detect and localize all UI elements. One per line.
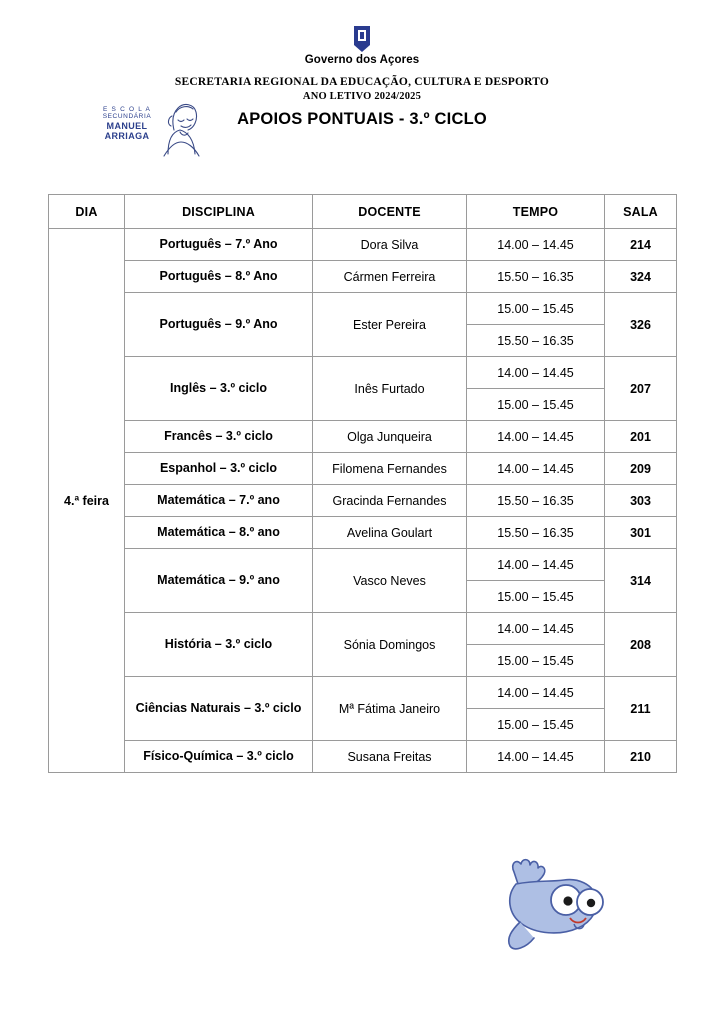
cell-tempo: 14.00 – 14.45 (467, 549, 605, 581)
cell-docente: Cármen Ferreira (313, 261, 467, 293)
table-header-row (49, 195, 677, 229)
column-header-sala: SALA (605, 195, 677, 229)
cell-docente: Dora Silva (313, 229, 467, 261)
cell-sala: 207 (605, 357, 677, 421)
table-row (49, 229, 677, 261)
blue-cartoon-mascot-icon (496, 852, 616, 962)
cell-docente: Sónia Domingos (313, 613, 467, 677)
cell-disciplina: Matemática – 8.º ano (125, 517, 313, 549)
cell-disciplina: Espanhol – 3.º ciclo (125, 453, 313, 485)
table-row (49, 517, 677, 549)
school-logo-line-1: E S C O L A (102, 106, 151, 113)
cell-tempo: 15.00 – 15.45 (467, 293, 605, 325)
cell-disciplina: Português – 9.º Ano (125, 293, 313, 357)
cell-dia: 4.ª feira (49, 229, 125, 773)
cell-tempo: 15.00 – 15.45 (467, 645, 605, 677)
cell-sala: 301 (605, 517, 677, 549)
cell-disciplina: Físico-Química – 3.º ciclo (125, 741, 313, 773)
cell-docente: Filomena Fernandes (313, 453, 467, 485)
cell-disciplina: História – 3.º ciclo (125, 613, 313, 677)
cell-sala: 214 (605, 229, 677, 261)
table-row (49, 485, 677, 517)
table-row (49, 293, 677, 325)
table-row (49, 453, 677, 485)
cell-sala: 201 (605, 421, 677, 453)
cell-disciplina: Português – 8.º Ano (125, 261, 313, 293)
cell-tempo: 14.00 – 14.45 (467, 229, 605, 261)
school-logo-line-2: SECUNDÁRIA (102, 113, 152, 121)
column-header-tempo: TEMPO (467, 195, 605, 229)
cell-sala: 326 (605, 293, 677, 357)
manuel-arriaga-portrait-icon (154, 92, 208, 158)
cell-docente: Inês Furtado (313, 357, 467, 421)
table-row (49, 357, 677, 389)
page-title: APOIOS PONTUAIS - 3.º CICLO (237, 109, 487, 128)
cell-docente: Mª Fátima Janeiro (313, 677, 467, 741)
cell-tempo: 15.50 – 16.35 (467, 261, 605, 293)
cell-disciplina: Matemática – 9.º ano (125, 549, 313, 613)
cell-tempo: 14.00 – 14.45 (467, 357, 605, 389)
column-header-dia: DIA (49, 195, 125, 229)
cell-sala: 314 (605, 549, 677, 613)
cell-docente: Gracinda Fernandes (313, 485, 467, 517)
table-row (49, 261, 677, 293)
cell-disciplina: Português – 7.º Ano (125, 229, 313, 261)
cell-tempo: 15.50 – 16.35 (467, 517, 605, 549)
school-logo-line-3: MANUEL (106, 120, 148, 131)
government-title: Governo dos Açores (304, 54, 420, 66)
table-row (49, 741, 677, 773)
cell-tempo: 15.00 – 15.45 (467, 389, 605, 421)
cell-tempo: 14.00 – 14.45 (467, 741, 605, 773)
cell-sala: 210 (605, 741, 677, 773)
cell-disciplina: Inglês – 3.º ciclo (125, 357, 313, 421)
azores-coat-of-arms-icon (351, 26, 373, 52)
cell-tempo: 14.00 – 14.45 (467, 453, 605, 485)
cell-sala: 211 (605, 677, 677, 741)
column-header-disciplina: DISCIPLINA (125, 195, 313, 229)
cell-tempo: 14.00 – 14.45 (467, 421, 605, 453)
cell-disciplina: Matemática – 7.º ano (125, 485, 313, 517)
cell-docente: Ester Pereira (313, 293, 467, 357)
secretaria-line: SECRETARIA REGIONAL DA EDUCAÇÃO, CULTURA E DESPORTO (174, 76, 550, 88)
cell-docente: Vasco Neves (313, 549, 467, 613)
cell-sala: 324 (605, 261, 677, 293)
table-body (49, 229, 677, 773)
table-row (49, 677, 677, 709)
table-row (49, 421, 677, 453)
schedule-table-container (48, 194, 676, 773)
cell-sala: 209 (605, 453, 677, 485)
cell-disciplina: Francês – 3.º ciclo (125, 421, 313, 453)
school-logo-line-4: ARRIAGA (104, 130, 150, 141)
document-header (0, 0, 724, 141)
school-logo (96, 92, 208, 160)
cell-disciplina: Ciências Naturais – 3.º ciclo (125, 677, 313, 741)
cell-sala: 208 (605, 613, 677, 677)
schedule-table (48, 194, 677, 773)
school-logo-text (96, 106, 158, 141)
cell-tempo: 14.00 – 14.45 (467, 677, 605, 709)
cell-tempo: 15.00 – 15.45 (467, 709, 605, 741)
cell-tempo: 15.00 – 15.45 (467, 581, 605, 613)
table-row (49, 549, 677, 581)
table-row (49, 613, 677, 645)
cell-docente: Avelina Goulart (313, 517, 467, 549)
cell-tempo: 15.50 – 16.35 (467, 325, 605, 357)
cell-sala: 303 (605, 485, 677, 517)
cell-tempo: 15.50 – 16.35 (467, 485, 605, 517)
cell-tempo: 14.00 – 14.45 (467, 613, 605, 645)
column-header-docente: DOCENTE (313, 195, 467, 229)
cell-docente: Olga Junqueira (313, 421, 467, 453)
cell-docente: Susana Freitas (313, 741, 467, 773)
ano-letivo-line: ANO LETIVO 2024/2025 (302, 90, 422, 102)
